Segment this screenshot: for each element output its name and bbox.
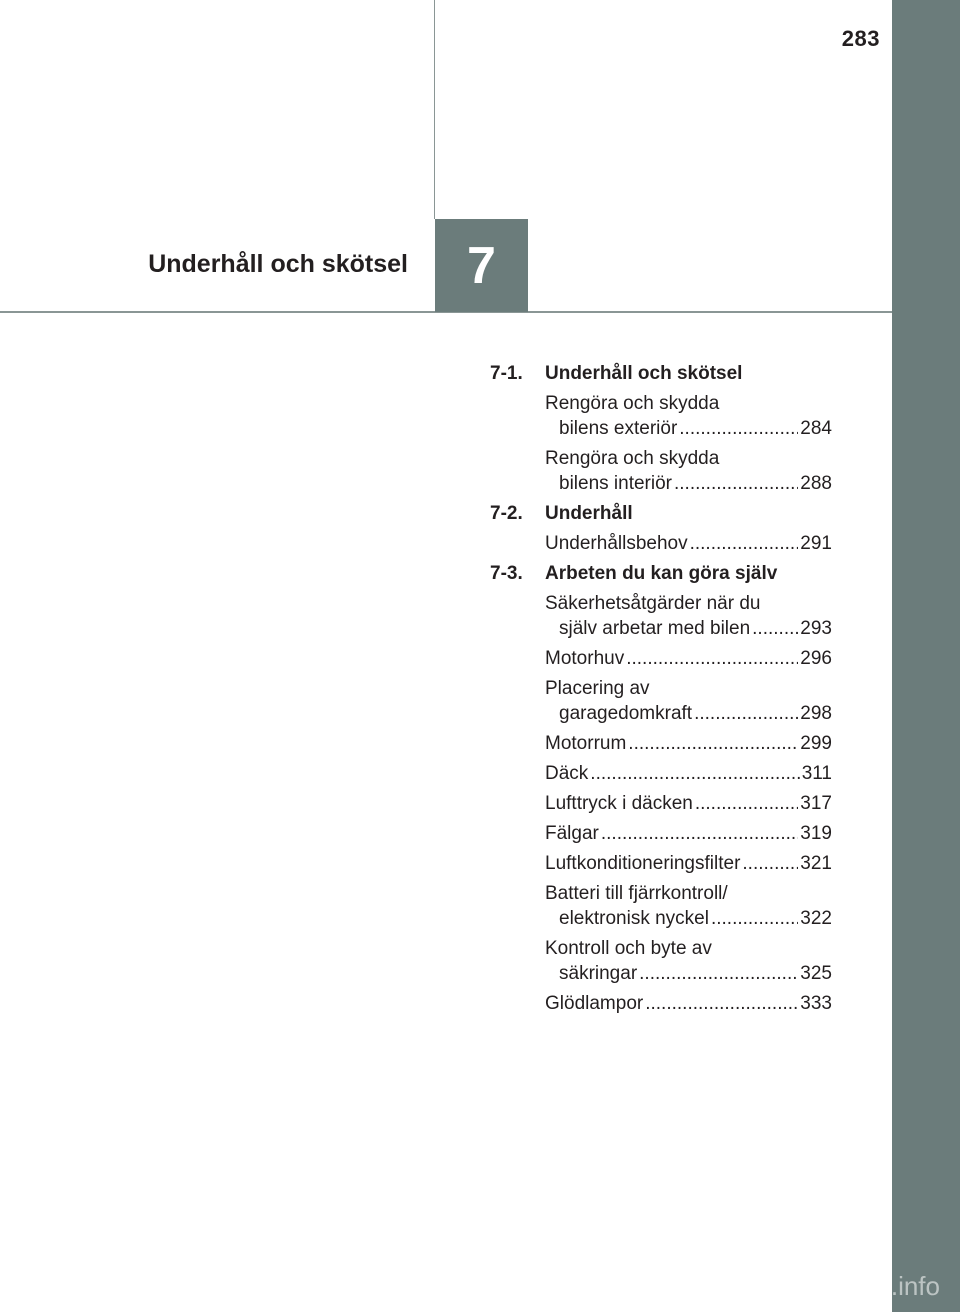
- toc-entry[interactable]: [545, 761, 832, 786]
- toc-entry-text: Däck: [545, 763, 589, 784]
- toc-leader-dots: [601, 821, 798, 846]
- toc-entry-dotline: [545, 851, 832, 876]
- side-tab-band: [892, 0, 960, 1312]
- toc-entry-text: bilens interiör: [559, 473, 672, 494]
- toc-entry-dotline: [545, 991, 832, 1016]
- toc-entry-dotline: [545, 791, 832, 816]
- toc-leader-dots: [628, 731, 798, 756]
- toc-entry[interactable]: [545, 881, 832, 931]
- toc-entry[interactable]: [545, 391, 832, 441]
- watermark: carmanualsonline.info: [687, 1271, 940, 1301]
- toc-entry-line1: Säkerhetsåtgärder när du: [545, 593, 761, 614]
- toc-entry-dotline: [545, 646, 832, 671]
- toc-entry-text: Underhållsbehov: [545, 533, 688, 554]
- toc-entry-dotline: [545, 961, 832, 986]
- toc-entry-line1: Rengöra och skydda: [545, 393, 720, 414]
- toc-entry[interactable]: [545, 646, 832, 671]
- toc-entry-line1: Rengöra och skydda: [545, 448, 720, 469]
- toc-entry-dotline: [545, 616, 832, 641]
- toc-leader-dots: [694, 701, 798, 726]
- toc-entry-page: 293: [800, 618, 832, 639]
- toc-leader-dots: [690, 531, 799, 556]
- chapter-number: 7: [467, 236, 496, 295]
- toc-entry-dotline: [545, 731, 832, 756]
- toc-section-number: 7-1.: [490, 363, 523, 384]
- toc-entry-text: Lufttryck i däcken: [545, 793, 693, 814]
- toc-section-heading[interactable]: [490, 501, 832, 526]
- toc-entry-page: 325: [800, 963, 832, 984]
- toc-section-number: 7-3.: [490, 563, 523, 584]
- toc-entry-page: 298: [800, 703, 832, 724]
- toc-entry-text: Luftkonditioneringsfilter: [545, 853, 741, 874]
- toc-entry[interactable]: [545, 676, 832, 726]
- toc-leader-dots: [752, 616, 798, 641]
- toc-entry-text: Glödlampor: [545, 993, 644, 1014]
- toc-entry-page: 296: [800, 648, 832, 669]
- toc-entry-line1: Kontroll och byte av: [545, 938, 712, 959]
- toc-entry-page: 299: [800, 733, 832, 754]
- toc-entry-text: elektronisk nyckel: [559, 908, 709, 929]
- toc-entry[interactable]: [545, 531, 832, 556]
- toc-entry-page: 322: [800, 908, 832, 929]
- toc-entry[interactable]: [545, 936, 832, 986]
- toc-leader-dots: [639, 961, 798, 986]
- toc-entry-text: Motorhuv: [545, 648, 625, 669]
- toc-section-number: 7-2.: [490, 503, 523, 524]
- toc-entry[interactable]: [545, 591, 832, 641]
- page-number: 283: [841, 26, 880, 51]
- toc-leader-dots: [590, 761, 799, 786]
- toc-section-title: Arbeten du kan göra själv: [545, 563, 778, 584]
- toc-entry-dotline: [545, 471, 832, 496]
- toc-entry[interactable]: [545, 791, 832, 816]
- toc-entry-page: 321: [800, 853, 832, 874]
- table-of-contents: [490, 358, 832, 1021]
- toc-entry-text: säkringar: [559, 963, 638, 984]
- toc-entry-text: garagedomkraft: [559, 703, 693, 724]
- toc-entry-text: bilens exteriör: [559, 418, 678, 439]
- toc-entry-text: själv arbetar med bilen: [559, 618, 751, 639]
- toc-entry-dotline: [545, 906, 832, 931]
- chapter-number-box: [435, 219, 528, 312]
- vertical-divider: [434, 0, 435, 219]
- toc-entry-page: 319: [800, 823, 832, 844]
- toc-leader-dots: [626, 646, 798, 671]
- toc-entry-dotline: [545, 531, 832, 556]
- toc-entry[interactable]: [545, 851, 832, 876]
- toc-entry-line1: Placering av: [545, 678, 650, 699]
- toc-entry-dotline: [545, 761, 832, 786]
- toc-entry-page: 288: [800, 473, 832, 494]
- toc-section-title: Underhåll: [545, 503, 633, 524]
- toc-leader-dots: [695, 791, 798, 816]
- toc-entry[interactable]: [545, 991, 832, 1016]
- toc-leader-dots: [645, 991, 798, 1016]
- toc-entry[interactable]: [545, 821, 832, 846]
- toc-entry-page: 317: [800, 793, 832, 814]
- toc-entry[interactable]: [545, 731, 832, 756]
- toc-leader-dots: [679, 416, 798, 441]
- toc-section-heading[interactable]: [490, 561, 832, 586]
- toc-entry-page: 311: [801, 763, 832, 784]
- toc-leader-dots: [674, 471, 798, 496]
- toc-leader-dots: [711, 906, 798, 931]
- toc-entry-dotline: [545, 821, 832, 846]
- toc-entry-dotline: [545, 701, 832, 726]
- toc-entry-page: 284: [800, 418, 832, 439]
- toc-entry-text: Fälgar: [545, 823, 599, 844]
- toc-entry-line1: Batteri till fjärrkontroll/: [545, 883, 728, 904]
- toc-entry-page: 291: [800, 533, 832, 554]
- toc-section-heading[interactable]: [490, 361, 832, 386]
- toc-entry-dotline: [545, 416, 832, 441]
- toc-entry-text: Motorrum: [545, 733, 627, 754]
- toc-entry[interactable]: [545, 446, 832, 496]
- toc-entry-page: 333: [800, 993, 832, 1014]
- chapter-title: Underhåll och skötsel: [148, 250, 408, 278]
- toc-leader-dots: [742, 851, 798, 876]
- toc-section-title: Underhåll och skötsel: [545, 363, 743, 384]
